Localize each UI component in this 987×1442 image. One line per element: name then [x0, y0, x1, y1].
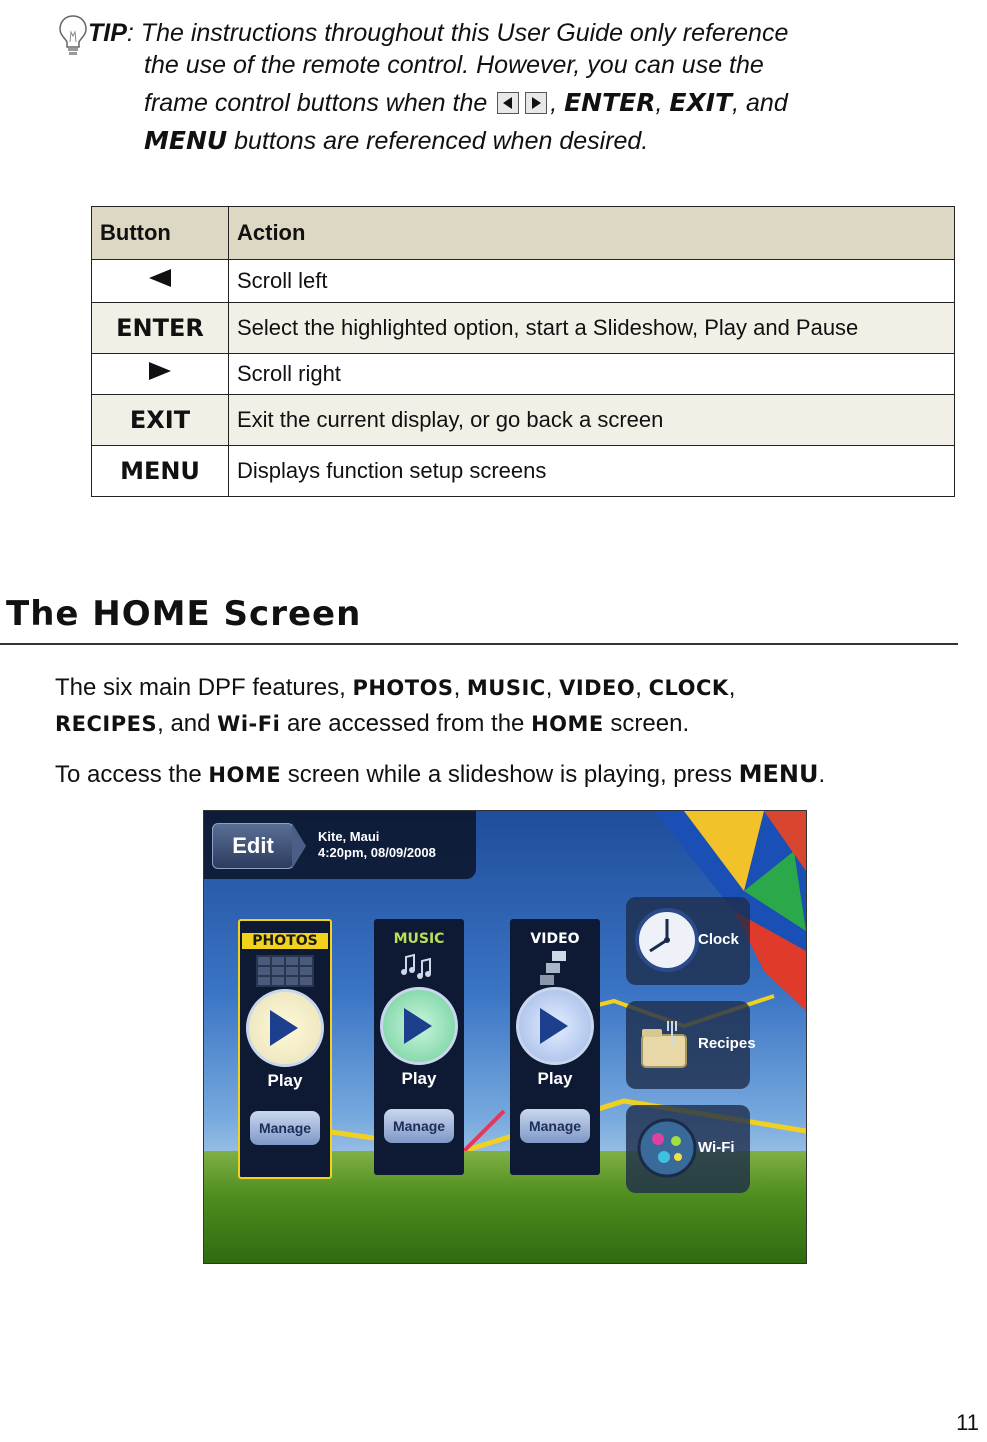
play-label: Play	[267, 1071, 303, 1090]
play-label: Play	[537, 1069, 573, 1088]
heading-rule	[0, 643, 958, 645]
edit-button[interactable]: Edit	[212, 823, 294, 869]
kw-home-2: HOME	[208, 763, 282, 787]
page-number: 11	[956, 1410, 979, 1435]
table-row	[92, 260, 955, 303]
panel-video[interactable]	[510, 919, 600, 1175]
manage-button[interactable]: Manage	[520, 1109, 590, 1143]
panel-title: MUSIC	[393, 931, 445, 947]
lightbulb-icon	[58, 14, 88, 56]
home-screen-screenshot	[203, 810, 807, 1264]
photo-grid-icon	[256, 955, 314, 987]
left-arrow-icon	[147, 267, 173, 289]
action-cell: Exit the current display, or go back a screen	[229, 395, 955, 446]
tip-menu: MENU	[144, 126, 228, 155]
table-row	[92, 303, 955, 354]
button-cell: MENU	[92, 446, 229, 497]
play-label: Play	[401, 1069, 437, 1088]
header-button: Button	[92, 207, 229, 260]
edit-bar	[204, 811, 476, 879]
tip-line-2: the use of the remote control. However, you can use the	[144, 51, 764, 79]
tip-exit: EXIT	[669, 88, 733, 117]
tile-label: Wi-Fi	[698, 1139, 735, 1156]
panel-title: VIDEO	[530, 931, 580, 947]
kw-wifi: Wi-Fi	[217, 712, 281, 736]
right-arrow-button-icon	[525, 92, 547, 114]
tile-label: Clock	[698, 931, 739, 948]
kw-clock: CLOCK	[648, 676, 729, 700]
kw-photos: PHOTOS	[352, 676, 454, 700]
table-row	[92, 395, 955, 446]
access-paragraph: To access the HOME screen while a slideshow is playing, press MENU.	[55, 760, 826, 788]
kw-recipes: RECIPES	[55, 712, 158, 736]
tip-line-4: MENU buttons are referenced when desired.	[144, 126, 649, 155]
table-header-row	[92, 207, 955, 260]
action-cell: Scroll right	[229, 354, 955, 395]
play-icon	[270, 1010, 298, 1046]
panel-title: PHOTOS	[242, 933, 328, 949]
tip-label: TIP	[88, 19, 127, 47]
features-paragraph: The six main DPF features, PHOTOS, MUSIC, VIDEO, CLOCK, RECIPES, and Wi-Fi are accessed from the HOME screen.	[55, 674, 736, 737]
panel-photos[interactable]	[238, 919, 332, 1179]
button-cell: EXIT	[92, 395, 229, 446]
edit-arrow-icon	[292, 823, 306, 869]
edit-info	[318, 829, 436, 861]
tile-wifi[interactable]	[626, 1105, 750, 1193]
tip-line-3: frame control buttons when the , ENTER, EXIT, and	[144, 88, 788, 117]
table-row	[92, 446, 955, 497]
wifi-globe-icon	[634, 1115, 700, 1181]
kw-music: MUSIC	[466, 676, 546, 700]
tile-label: Recipes	[698, 1035, 756, 1052]
recipes-folder-icon	[634, 1011, 700, 1077]
action-cell: Scroll left	[229, 260, 955, 303]
left-arrow-button-icon	[497, 92, 519, 114]
table-row	[92, 354, 955, 395]
section-title: The HOME Screen	[6, 594, 362, 634]
play-icon	[540, 1008, 568, 1044]
clock-icon	[634, 907, 700, 973]
kw-home: HOME	[531, 712, 604, 736]
tile-clock[interactable]	[626, 897, 750, 985]
button-action-table	[91, 206, 955, 497]
button-cell	[92, 260, 229, 303]
action-cell: Displays function setup screens	[229, 446, 955, 497]
kw-menu: MENU	[738, 760, 819, 788]
button-cell	[92, 354, 229, 395]
manage-button[interactable]: Manage	[250, 1111, 320, 1145]
play-icon	[404, 1008, 432, 1044]
action-cell: Select the highlighted option, start a Slideshow, Play and Pause	[229, 303, 955, 354]
kw-video: VIDEO	[559, 676, 636, 700]
button-cell: ENTER	[92, 303, 229, 354]
tip-line-1: TIP: The instructions throughout this User Guide only reference	[88, 19, 789, 47]
tile-recipes[interactable]	[626, 1001, 756, 1089]
header-action: Action	[229, 207, 955, 260]
film-frames-icon	[538, 951, 572, 985]
datetime-text: 4:20pm, 08/09/2008	[318, 845, 436, 860]
panel-music[interactable]	[374, 919, 464, 1175]
tip-enter: ENTER	[564, 88, 656, 117]
music-notes-icon	[400, 953, 436, 979]
right-arrow-icon	[147, 360, 173, 382]
location-text: Kite, Maui	[318, 829, 380, 844]
manage-button[interactable]: Manage	[384, 1109, 454, 1143]
